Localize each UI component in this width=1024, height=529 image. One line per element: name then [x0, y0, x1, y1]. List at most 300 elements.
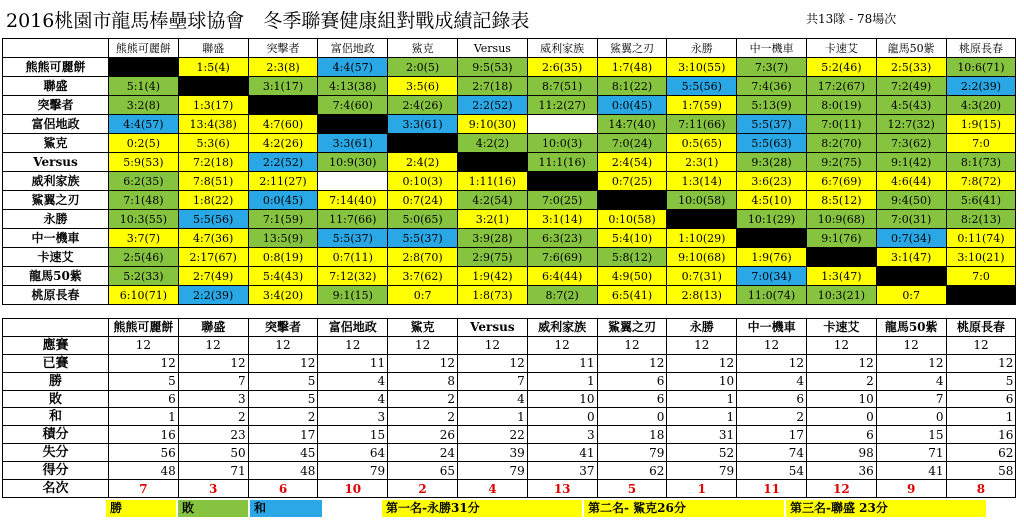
stat-value: 12: [527, 336, 597, 354]
matrix-row: [3, 229, 1016, 248]
score-cell: 4:4(57): [318, 58, 388, 77]
score-cell: 8:2(70): [806, 134, 876, 153]
score-cell: 3:2(1): [457, 210, 527, 229]
legend-tie: 和: [250, 500, 322, 517]
score-cell: 0:7(24): [388, 191, 458, 210]
stat-value: 5: [248, 390, 318, 408]
stat-value: 37: [527, 462, 597, 480]
score-cell: 5:4(10): [597, 229, 667, 248]
score-cell: 10:3(21): [806, 286, 876, 305]
score-cell: [178, 77, 248, 96]
score-cell: 3:3(61): [318, 134, 388, 153]
score-cell: 4:5(43): [876, 96, 946, 115]
score-cell: 8:1(22): [597, 77, 667, 96]
score-cell: 7:1(48): [109, 191, 179, 210]
stat-value: 65: [388, 462, 458, 480]
stat-value: 4: [876, 372, 946, 390]
score-cell: 2:3(8): [248, 58, 318, 77]
rank-value: 7: [109, 480, 179, 498]
stats-row: [3, 444, 1016, 462]
score-cell: 5:4(43): [248, 267, 318, 286]
score-cell: 2:17(67): [178, 248, 248, 267]
score-cell: 3:1(47): [876, 248, 946, 267]
score-cell: 1:3(47): [806, 267, 876, 286]
match-summary: 共13隊 - 78場次: [806, 12, 897, 26]
stats-row: [3, 408, 1016, 426]
stats-table: [2, 318, 1016, 498]
stat-value: 71: [178, 462, 248, 480]
score-cell: 2:7(49): [178, 267, 248, 286]
score-cell: 1:5(4): [178, 58, 248, 77]
column-team-header: 聯盛: [178, 39, 248, 58]
score-cell: [667, 210, 737, 229]
row-team-header: 桃原長春: [3, 286, 109, 305]
rank-value: 3: [178, 480, 248, 498]
stat-value: 12: [806, 336, 876, 354]
row-team-header: 威利家族: [3, 172, 109, 191]
stat-value: 16: [946, 426, 1016, 444]
score-cell: 8:2(13): [946, 210, 1016, 229]
score-cell: 5:2(33): [109, 267, 179, 286]
score-cell: 7:0(25): [527, 191, 597, 210]
legend: [106, 500, 966, 517]
corner-cell: [3, 39, 109, 58]
stat-value: 12: [457, 354, 527, 372]
row-team-header: 永勝: [3, 210, 109, 229]
score-cell: 14:7(40): [597, 115, 667, 134]
stat-value: 12: [248, 354, 318, 372]
score-cell: 5:6(41): [946, 191, 1016, 210]
score-cell: 1:9(76): [737, 248, 807, 267]
score-cell: 6:5(41): [597, 286, 667, 305]
stat-value: 5: [248, 372, 318, 390]
stat-value: 11: [527, 354, 597, 372]
score-cell: 0:10(3): [388, 172, 458, 191]
stat-value: 45: [248, 444, 318, 462]
score-cell: 0:7(25): [597, 172, 667, 191]
score-cell: 2:2(39): [178, 286, 248, 305]
stat-value: 23: [178, 426, 248, 444]
score-cell: 10:1(29): [737, 210, 807, 229]
score-cell: 2:2(39): [946, 77, 1016, 96]
score-cell: 0:7: [876, 286, 946, 305]
score-cell: 6:4(44): [527, 267, 597, 286]
stat-value: 71: [876, 444, 946, 462]
score-cell: 7:0(24): [597, 134, 667, 153]
stat-value: 6: [597, 390, 667, 408]
score-cell: 6:3(23): [527, 229, 597, 248]
stat-value: 1: [667, 408, 737, 426]
score-cell: 2:4(54): [597, 153, 667, 172]
column-team-header: 富侶地政: [318, 39, 388, 58]
row-team-header: 中一機車: [3, 229, 109, 248]
score-cell: 2:0(5): [388, 58, 458, 77]
score-cell: 3:1(17): [248, 77, 318, 96]
score-cell: [109, 58, 179, 77]
column-team-header: 桃原長春: [946, 39, 1016, 58]
stat-value: 3: [318, 408, 388, 426]
score-cell: 0:7: [388, 286, 458, 305]
score-cell: [527, 172, 597, 191]
column-team-header: 鯊克: [388, 39, 458, 58]
score-cell: 1:7(48): [597, 58, 667, 77]
row-team-header: 富侶地政: [3, 115, 109, 134]
score-cell: 1:8(22): [178, 191, 248, 210]
stat-value: 2: [737, 408, 807, 426]
score-cell: 0:0(45): [597, 96, 667, 115]
score-cell: 5:5(56): [178, 210, 248, 229]
stat-value: 3: [178, 390, 248, 408]
score-cell: 5:8(12): [597, 248, 667, 267]
stat-value: 0: [806, 408, 876, 426]
score-cell: 8:0(19): [806, 96, 876, 115]
score-cell: 2:8(13): [667, 286, 737, 305]
stat-value: 12: [109, 354, 179, 372]
stat-value: 74: [737, 444, 807, 462]
stat-value: 50: [178, 444, 248, 462]
stat-value: 2: [388, 390, 458, 408]
score-cell: [597, 191, 667, 210]
score-cell: 8:1(73): [946, 153, 1016, 172]
stat-value: 12: [876, 336, 946, 354]
score-cell: [737, 229, 807, 248]
first-place: 第一名-永勝31分: [382, 500, 582, 517]
rank-value: 10: [318, 480, 388, 498]
column-team-header: 富侶地政: [318, 319, 388, 337]
score-cell: 9:10(30): [457, 115, 527, 134]
score-cell: 6:7(69): [806, 172, 876, 191]
column-team-header: 桃原長春: [946, 319, 1016, 337]
stat-value: 12: [946, 354, 1016, 372]
column-team-header: 聯盛: [178, 319, 248, 337]
score-cell: 9:5(53): [457, 58, 527, 77]
stat-value: 17: [737, 426, 807, 444]
page-title: 2016桃園市龍馬棒壘球協會 冬季聯賽健康組對戰成績記錄表: [6, 10, 530, 32]
stat-value: 62: [597, 462, 667, 480]
score-cell: 2:4(2): [388, 153, 458, 172]
stat-value: 4: [737, 372, 807, 390]
score-cell: [318, 115, 388, 134]
stat-label: 和: [3, 408, 109, 426]
stat-value: 48: [109, 462, 179, 480]
stats-header-row: [3, 319, 1016, 337]
score-cell: 1:3(17): [178, 96, 248, 115]
rank-value: 11: [737, 480, 807, 498]
column-team-header: 龍馬50紫: [876, 39, 946, 58]
score-cell: 0:8(19): [248, 248, 318, 267]
column-team-header: 威利家族: [527, 39, 597, 58]
score-cell: 9:1(76): [806, 229, 876, 248]
stat-value: 15: [876, 426, 946, 444]
score-cell: 11:0(74): [737, 286, 807, 305]
score-cell: 7:1(59): [248, 210, 318, 229]
score-cell: 7:11(66): [667, 115, 737, 134]
stat-value: 12: [318, 336, 388, 354]
stat-value: 10: [667, 372, 737, 390]
score-cell: 3:5(6): [388, 77, 458, 96]
row-team-header: Versus: [3, 153, 109, 172]
stat-value: 1: [109, 408, 179, 426]
score-cell: 5:5(56): [667, 77, 737, 96]
stat-value: 6: [946, 390, 1016, 408]
results-matrix: [2, 38, 1016, 305]
column-team-header: 永勝: [667, 39, 737, 58]
score-cell: 7:0: [946, 134, 1016, 153]
score-cell: 4:5(10): [737, 191, 807, 210]
matrix-row: [3, 248, 1016, 267]
score-cell: 5:0(65): [388, 210, 458, 229]
score-cell: 3:4(20): [248, 286, 318, 305]
row-team-header: 鯊克: [3, 134, 109, 153]
stat-label: 得分: [3, 462, 109, 480]
column-team-header: 鯊翼之刃: [597, 319, 667, 337]
score-cell: 5:3(6): [178, 134, 248, 153]
score-cell: 0:7(34): [876, 229, 946, 248]
stat-value: 12: [876, 354, 946, 372]
score-cell: 10:0(3): [527, 134, 597, 153]
stat-value: 8: [388, 372, 458, 390]
score-cell: 0:5(65): [667, 134, 737, 153]
rank-value: 9: [876, 480, 946, 498]
score-cell: 4:6(44): [876, 172, 946, 191]
stat-value: 10: [527, 390, 597, 408]
stat-value: 4: [318, 390, 388, 408]
score-cell: 1:7(59): [667, 96, 737, 115]
rank-value: 2: [388, 480, 458, 498]
score-cell: 1:9(15): [946, 115, 1016, 134]
matrix-row: [3, 191, 1016, 210]
matrix-header-row: [3, 39, 1016, 58]
stat-value: 2: [388, 408, 458, 426]
rank-value: 1: [667, 480, 737, 498]
score-cell: 13:4(38): [178, 115, 248, 134]
score-cell: 4:13(38): [318, 77, 388, 96]
stat-value: 39: [457, 444, 527, 462]
stat-value: 12: [178, 354, 248, 372]
rank-value: 6: [248, 480, 318, 498]
column-team-header: 熊熊可麗餅: [109, 39, 179, 58]
score-cell: 2:8(70): [388, 248, 458, 267]
stats-row: [3, 390, 1016, 408]
column-team-header: 突擊者: [248, 319, 318, 337]
score-cell: 17:2(67): [806, 77, 876, 96]
second-place: 第二名- 鯊克26分: [584, 500, 784, 517]
column-team-header: 鯊翼之刃: [597, 39, 667, 58]
matrix-row: [3, 267, 1016, 286]
stats-row: [3, 426, 1016, 444]
stat-value: 48: [248, 462, 318, 480]
stat-value: 4: [318, 372, 388, 390]
column-team-header: 中一機車: [737, 39, 807, 58]
stat-value: 5: [946, 372, 1016, 390]
stat-value: 10: [806, 390, 876, 408]
stat-label: 積分: [3, 426, 109, 444]
row-team-header: 熊熊可麗餅: [3, 58, 109, 77]
stat-value: 6: [806, 426, 876, 444]
column-team-header: 卡速艾: [806, 319, 876, 337]
stat-value: 12: [667, 336, 737, 354]
score-cell: 11:1(16): [527, 153, 597, 172]
score-cell: [527, 115, 597, 134]
score-cell: 7:8(72): [946, 172, 1016, 191]
score-cell: [388, 134, 458, 153]
stat-value: 12: [737, 354, 807, 372]
row-team-header: 龍馬50紫: [3, 267, 109, 286]
rank-value: 5: [597, 480, 667, 498]
rank-value: 12: [806, 480, 876, 498]
score-cell: 4:2(26): [248, 134, 318, 153]
score-cell: 7:2(18): [178, 153, 248, 172]
stat-value: 2: [806, 372, 876, 390]
score-cell: 7:0(34): [737, 267, 807, 286]
stat-value: 2: [248, 408, 318, 426]
score-cell: 4:2(54): [457, 191, 527, 210]
matrix-row: [3, 172, 1016, 191]
score-cell: 2:3(1): [667, 153, 737, 172]
third-place: 第三名-聯盛 23分: [786, 500, 986, 517]
row-team-header: 鯊翼之刃: [3, 191, 109, 210]
stat-value: 15: [318, 426, 388, 444]
stats-row: [3, 354, 1016, 372]
stat-value: 12: [946, 336, 1016, 354]
column-team-header: Versus: [457, 39, 527, 58]
score-cell: 0:0(45): [248, 191, 318, 210]
score-cell: 11:7(66): [318, 210, 388, 229]
score-cell: 1:3(14): [667, 172, 737, 191]
stat-value: 79: [667, 462, 737, 480]
score-cell: 5:5(37): [388, 229, 458, 248]
score-cell: 7:6(69): [527, 248, 597, 267]
score-cell: 8:7(51): [527, 77, 597, 96]
stat-label: 失分: [3, 444, 109, 462]
stat-value: 12: [457, 336, 527, 354]
stat-value: 11: [318, 354, 388, 372]
stat-value: 79: [457, 462, 527, 480]
stat-label: 敗: [3, 390, 109, 408]
stat-value: 62: [946, 444, 1016, 462]
score-cell: [318, 172, 388, 191]
score-cell: [876, 267, 946, 286]
stat-value: 2: [178, 408, 248, 426]
legend-win: 勝: [106, 500, 176, 517]
score-cell: 4:4(57): [109, 115, 179, 134]
stat-value: 12: [667, 354, 737, 372]
stat-value: 26: [388, 426, 458, 444]
score-cell: 3:7(7): [109, 229, 179, 248]
rank-value: 4: [457, 480, 527, 498]
stat-value: 1: [457, 408, 527, 426]
column-team-header: 突擊者: [248, 39, 318, 58]
stat-value: 4: [457, 390, 527, 408]
stat-value: 7: [178, 372, 248, 390]
score-cell: 2:6(35): [527, 58, 597, 77]
score-cell: 11:2(27): [527, 96, 597, 115]
score-cell: 7:0(11): [806, 115, 876, 134]
column-team-header: 中一機車: [737, 319, 807, 337]
rank-label: 名次: [3, 480, 109, 498]
column-team-header: 熊熊可麗餅: [109, 319, 179, 337]
stat-value: 31: [667, 426, 737, 444]
stat-value: 41: [527, 444, 597, 462]
stat-value: 0: [876, 408, 946, 426]
score-cell: [806, 248, 876, 267]
column-team-header: 龍馬50紫: [876, 319, 946, 337]
stat-label: 已賽: [3, 354, 109, 372]
stat-value: 17: [248, 426, 318, 444]
score-cell: 1:9(42): [457, 267, 527, 286]
stat-value: 0: [527, 408, 597, 426]
score-cell: 9:2(75): [806, 153, 876, 172]
column-team-header: 永勝: [667, 319, 737, 337]
score-cell: 9:1(42): [876, 153, 946, 172]
score-cell: 7:4(36): [737, 77, 807, 96]
score-cell: 3:10(21): [946, 248, 1016, 267]
stat-value: 1: [527, 372, 597, 390]
stat-value: 12: [248, 336, 318, 354]
score-cell: 5:5(37): [318, 229, 388, 248]
score-cell: 0:7(11): [318, 248, 388, 267]
score-cell: 10:6(71): [946, 58, 1016, 77]
score-cell: 9:10(68): [667, 248, 737, 267]
score-cell: 7:4(60): [318, 96, 388, 115]
column-team-header: Versus: [457, 319, 527, 337]
score-cell: 0:11(74): [946, 229, 1016, 248]
stat-value: 5: [109, 372, 179, 390]
matrix-row: [3, 286, 1016, 305]
stat-value: 7: [876, 390, 946, 408]
matrix-row: [3, 210, 1016, 229]
stat-value: 12: [806, 354, 876, 372]
stat-label: 勝: [3, 372, 109, 390]
score-cell: 1:11(16): [457, 172, 527, 191]
score-cell: 7:3(62): [876, 134, 946, 153]
score-cell: 10:0(58): [667, 191, 737, 210]
rank-row: [3, 480, 1016, 498]
column-team-header: 威利家族: [527, 319, 597, 337]
score-cell: 7:14(40): [318, 191, 388, 210]
score-cell: 7:12(32): [318, 267, 388, 286]
score-cell: 6:2(35): [109, 172, 179, 191]
score-cell: 2:2(52): [457, 96, 527, 115]
score-cell: 3:9(28): [457, 229, 527, 248]
stat-value: 1: [946, 408, 1016, 426]
score-cell: 1:8(73): [457, 286, 527, 305]
stat-value: 16: [109, 426, 179, 444]
stat-value: 22: [457, 426, 527, 444]
score-cell: [946, 286, 1016, 305]
score-cell: 2:5(33): [876, 58, 946, 77]
stat-value: 79: [597, 444, 667, 462]
stat-value: 12: [737, 336, 807, 354]
score-cell: 3:6(23): [737, 172, 807, 191]
stat-value: 6: [597, 372, 667, 390]
score-cell: 2:11(27): [248, 172, 318, 191]
score-cell: 4:2(2): [457, 134, 527, 153]
score-cell: [457, 153, 527, 172]
stat-value: 1: [667, 390, 737, 408]
legend-loss: 敗: [178, 500, 248, 517]
stat-value: 6: [737, 390, 807, 408]
stat-value: 52: [667, 444, 737, 462]
matrix-row: [3, 153, 1016, 172]
stat-value: 36: [806, 462, 876, 480]
score-cell: 1:10(29): [667, 229, 737, 248]
score-cell: 0:2(5): [109, 134, 179, 153]
score-cell: 9:1(15): [318, 286, 388, 305]
stat-value: 54: [737, 462, 807, 480]
score-cell: 2:2(52): [248, 153, 318, 172]
score-cell: 6:10(71): [109, 286, 179, 305]
